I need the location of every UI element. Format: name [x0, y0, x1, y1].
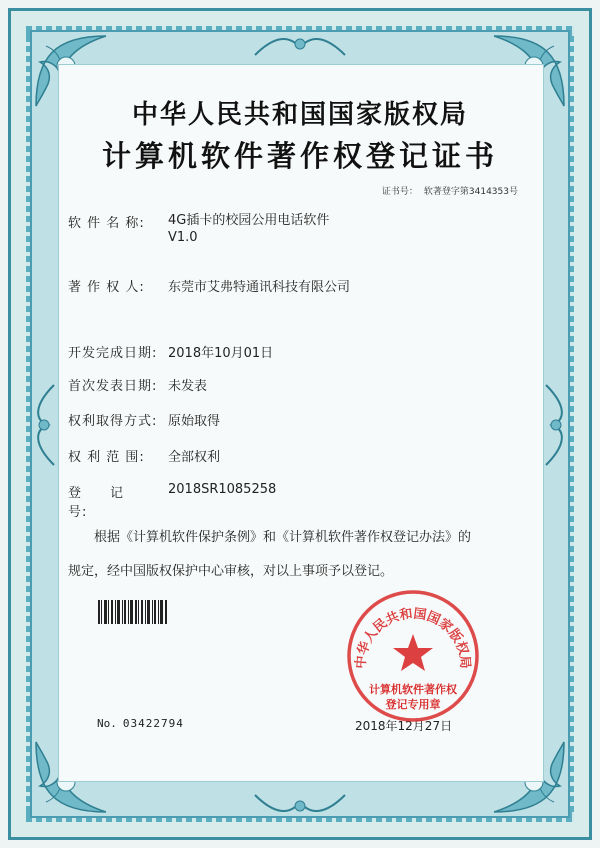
serial-number-label: No.: [97, 717, 117, 730]
field-registration-number: [68, 482, 276, 520]
serial-number-value: 03422794: [122, 717, 184, 730]
serial-number: [97, 717, 184, 730]
field-label: 首次发表日期:: [68, 379, 158, 394]
certificate-title: 计算机软件著作权登记证书: [101, 139, 498, 173]
field-scope: [68, 446, 220, 465]
top-ornament-icon: [250, 30, 350, 60]
field-value: 2018SR1085258: [168, 482, 277, 497]
field-label: 开发完成日期:: [68, 346, 158, 361]
issuer-title: 中华人民共和国国家版权局: [131, 100, 468, 130]
field-owner: [68, 276, 350, 295]
statement-line-2: 规定，经中国版权保护中心审核，对以上事项予以登记。: [68, 564, 394, 579]
left-ornament-icon: [30, 380, 58, 470]
field-label: 著 作 权 人:: [68, 280, 145, 295]
barcode-icon: [97, 599, 169, 625]
certificate-number-label: 证书号：: [381, 187, 418, 197]
field-completion-date: [68, 342, 273, 361]
field-value: [168, 212, 329, 246]
certificate-number: [382, 184, 518, 197]
seal-line-1: 计算机软件著作权: [369, 683, 457, 696]
software-name-line: 4G插卡的校园公用电话软件: [168, 213, 330, 228]
field-label: 权利取得方式:: [68, 414, 158, 429]
software-version-line: V1.0: [168, 230, 198, 245]
right-ornament-icon: [542, 380, 570, 470]
statement-line-1: 根据《计算机软件保护条例》和《计算机软件著作权登记办法》的: [68, 530, 472, 545]
field-value: 2018年10月01日: [168, 346, 274, 361]
field-value: 未发表: [168, 379, 208, 394]
field-label: 登 记 号:: [68, 486, 153, 520]
issue-date: 2018年12月27日: [355, 719, 453, 733]
field-label: 权 利 范 围:: [68, 450, 145, 465]
field-label: 软 件 名 称:: [68, 216, 145, 231]
field-value: 东莞市艾弗特通讯科技有限公司: [168, 280, 351, 295]
field-first-publication: [68, 375, 207, 394]
field-value: 原始取得: [168, 414, 221, 429]
field-value: 全部权利: [168, 450, 221, 465]
field-acquisition: [68, 410, 220, 429]
certificate-number-value: 软著登字第3414353号: [423, 187, 518, 197]
seal-line-2: 登记专用章: [385, 698, 441, 711]
bottom-ornament-icon: [250, 790, 350, 820]
seal-ring-text: 中华人民共和国国家版权局: [353, 606, 473, 670]
field-software-name: [68, 212, 329, 246]
